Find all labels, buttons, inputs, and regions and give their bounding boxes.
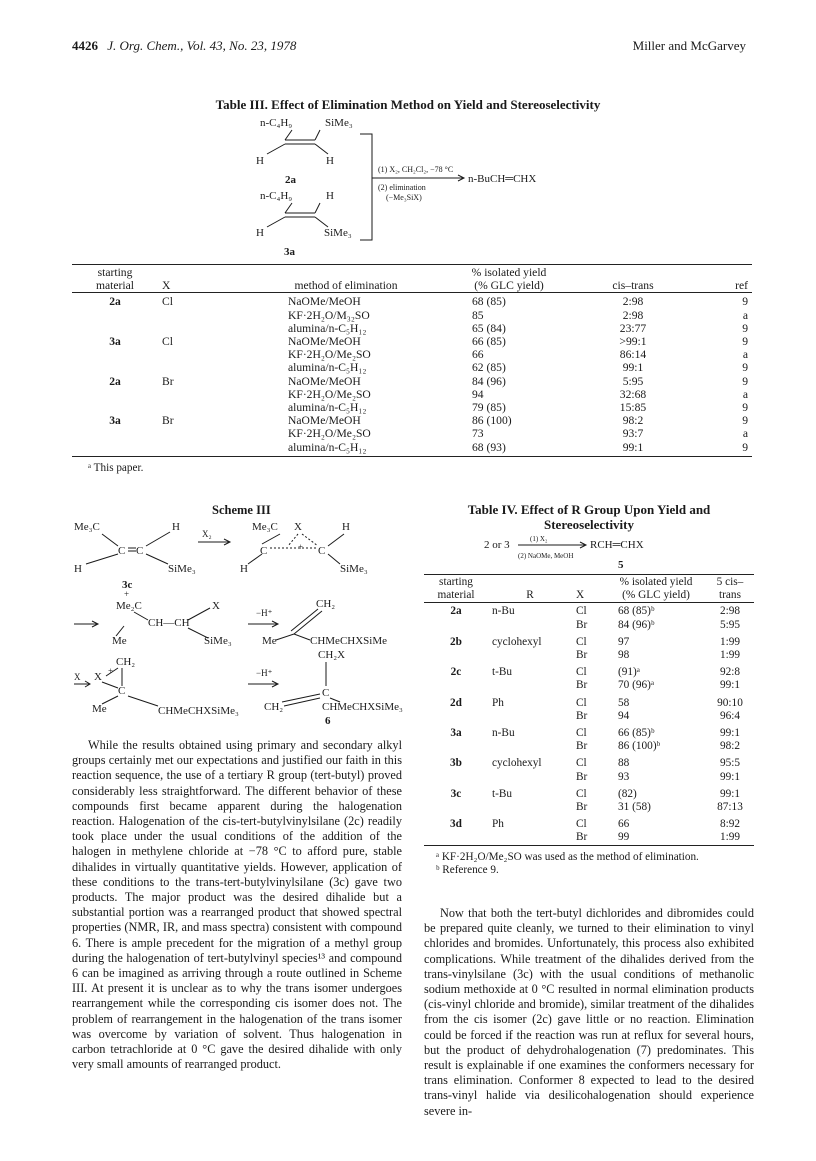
table3-reaction-scheme [240, 112, 580, 260]
table4-cell-x: Cl [576, 696, 587, 709]
scheme-condition-3: (−Me₃SiX) [386, 193, 422, 202]
table4-cell-r [488, 771, 572, 784]
table3-cell-method: NaOMe/MeOH [288, 335, 361, 349]
table4-cell-sm [424, 710, 488, 723]
table4-cell-ct: 99:1 [719, 679, 741, 692]
table3-cell-x [158, 388, 248, 401]
table4-header-yield: % isolated yield (% GLC yield) [619, 576, 693, 602]
running-header-left [72, 38, 296, 54]
t4-cond2: (2) NaOMe, MeOH [518, 552, 574, 560]
table3-cell-x [158, 322, 248, 335]
table4-cell-x: Cl [576, 666, 587, 679]
left-paragraph-1: While the results obtained using primary and secondary alkyl groups certainly met our expectations and justified our faith in this reaction sequence, the use of a tertiary R group (tert-butyl) proved considerably less straightforward. The different behavior of these compounds first became apparent during the halogenation reaction. Halogenation of the cis-tert-butylvinylsilane (2c) readily took place under the usual conditions of the addition of the halogen in methylene chloride at −78 °C to afford pure, stable dihalides in virtually quantitative yields. However, application of these conditions to the trans-tert-butylvinylsilane (3c) gave two products. The major product was the desired dihalide but a substantial portion was a rearranged product that showed spectral properties (NMR, IR, and mass spectra) consistent with compound 6. There is ample precedent for the migration of a methyl group during the halogenation of tert-butylvinyl species¹³ and compound 6 can be imagined as arriving through a route outlined in Scheme III. At present it is unclear as to why the trans isomer undergoes rearrangement while the corresponding cis isomer does not. The problem of rearrangement in the halogenation of the trans isomer was overcome by variation of solvent. Thus halogenation in carbon tetrachloride at 0 °C gave the desired dihalide with only very small amounts of rearranged product. [72, 738, 402, 1072]
table3-cell-method: KF·2H₂O/M₃₂SO [288, 308, 370, 322]
table3-row [72, 401, 752, 414]
table3-cell-ct: 2:98 [622, 308, 644, 322]
table4-cell-ct: 96:4 [719, 709, 741, 722]
table3-cell-sm [72, 427, 158, 440]
table3-cell-yield: 86 (100) [472, 414, 512, 428]
table4-cell-yield: 70 (96)ᵃ [618, 679, 655, 692]
table4-footnote-a: ᵃ KF·2H₂O/Me₂SO was used as the method of elimination. [436, 851, 699, 863]
table4-cell-sm: 3a [450, 727, 462, 740]
table4-cell-ct: 99:1 [719, 770, 741, 783]
table4-cell-yield: 93 [618, 770, 630, 783]
s3-sime3-3: SiMe₃ [204, 635, 232, 647]
table3-header-row [72, 266, 752, 292]
table3-header-sm: starting material [96, 266, 134, 293]
journal-citation: J. Org. Chem., Vol. 43, No. 23, 1978 [107, 38, 297, 53]
table3 [72, 266, 752, 454]
table3-cell-yield: 85 [472, 308, 484, 322]
table3-header-yield: % isolated yield (% GLC yield) [471, 266, 547, 293]
table3-row [72, 295, 752, 308]
table3-cell-yield: 66 (85) [472, 335, 506, 349]
table4-row [424, 619, 754, 632]
table3-cell-sm [72, 309, 158, 322]
table3-cell-ref: 9 [742, 295, 748, 309]
table3-cell-sm: 3a [109, 335, 121, 349]
s3-x2: X₂ [202, 529, 212, 539]
table4-cell-sm: 2c [450, 666, 462, 679]
s3-c-2b: C [318, 545, 326, 557]
table4-cell-sm [424, 831, 488, 844]
table3-header-method: method of elimination [294, 279, 398, 293]
table3-row [72, 414, 752, 427]
table4-cell-yield: 31 (58) [618, 801, 651, 814]
table4-cell-sm [424, 771, 488, 784]
scheme-SiMe3-top: SiMe₃ [325, 117, 353, 129]
table4-title-line2: Stereoselectivity [544, 517, 634, 532]
s3-chmechxsime: CHMeCHXSiMe [310, 635, 388, 647]
table3-cell-method: alumina/n-C₅H₁₂ [288, 401, 367, 415]
scheme-nC4H9-top: n-C₄H₉ [260, 117, 293, 129]
table4-cell-x: Cl [576, 787, 587, 800]
table4-row [424, 662, 754, 679]
table4-cell-yield: 88 [618, 757, 630, 770]
table4-cell-ct: 95:5 [719, 757, 741, 770]
table3-cell-ct: 93:7 [622, 427, 644, 441]
table3-cell-method: KF·2H₂O/Me₂SO [288, 427, 371, 441]
table3-cell-ref: a [742, 387, 748, 401]
table4-cell-x: Br [576, 740, 588, 753]
left-column-text [72, 738, 402, 1072]
s3-sime3-2: SiMe₃ [340, 563, 368, 575]
table4-cell-yield: 97 [618, 635, 630, 648]
table4-cell-r: n-Bu [492, 727, 515, 740]
table4-cell-yield: 66 [618, 818, 630, 831]
table4-cell-r [488, 710, 572, 723]
table3-cell-ref: a [742, 348, 748, 362]
table3-cell-ct: >99:1 [619, 335, 647, 349]
table4-cell-sm [424, 801, 488, 814]
table4-cell-sm: 2d [450, 696, 462, 709]
table4-row [424, 649, 754, 662]
table3-title: Table III. Effect of Elimination Method on Yield and Stereoselectivity [215, 97, 601, 112]
s3-ch2x: CH₂X [318, 649, 346, 661]
table3-cell-sm: 2a [109, 374, 121, 388]
right-column-text [424, 906, 754, 1119]
table3-cell-ref: 9 [742, 374, 748, 388]
table3-header-x: X [162, 279, 171, 293]
table3-row [72, 348, 752, 361]
table3-header-ref: ref [735, 279, 748, 293]
table4-cell-yield: (91)ᵃ [618, 666, 640, 679]
table3-cell-ref: 9 [742, 440, 748, 454]
table4-cell-r: cyclohexyl [492, 635, 542, 648]
page-number: 4426 [72, 38, 98, 53]
table4-row [424, 740, 754, 753]
table4-cell-ct: 1:99 [719, 649, 741, 662]
table3-cell-x [158, 427, 248, 440]
table3-cell-x: Cl [162, 335, 173, 349]
table4-cell-x: Cl [576, 757, 587, 770]
s3-me-2: Me [262, 635, 277, 647]
s3-me3c-2: Me₃C [252, 521, 278, 533]
table3-footnote: ᵃ This paper. [88, 462, 144, 474]
table4-cell-r [488, 801, 572, 814]
table4-cell-ct: 99:1 [719, 727, 741, 740]
s3-ch-ch: CH—CH [148, 617, 190, 629]
table3-cell-ref: 9 [742, 361, 748, 375]
scheme-condition-2: (2) elimination [378, 183, 426, 192]
s3-chmechxsime3-1: CHMeCHXSiMe₃ [158, 705, 239, 717]
t4-cond1: (1) X₂ [530, 535, 548, 543]
table3-bottom-rule [72, 456, 752, 457]
table3-cell-method: NaOMe/MeOH [288, 414, 361, 428]
table4-header-sm: starting material [437, 576, 475, 602]
table3-cell-ct: 23:77 [619, 321, 647, 335]
table3-cell-ref: a [742, 427, 748, 441]
s3-minus-h-1: −H⁺ [256, 608, 273, 618]
table3-cell-method: alumina/n-C₅H₁₂ [288, 321, 367, 335]
table4-row [424, 605, 754, 618]
table4-row [424, 753, 754, 770]
table4-footnotes [436, 851, 754, 877]
table3-cell-sm: 2a [109, 295, 121, 309]
s3-me-1: Me [112, 635, 127, 647]
table3-row [72, 309, 752, 322]
scheme-condition-1: (1) X₂, CH₂Cl₂, −78 °C [378, 165, 454, 174]
table4-cell-r: t-Bu [492, 666, 513, 679]
table4-cell-x: Cl [576, 818, 587, 831]
compound-label-3c: 3c [122, 579, 133, 591]
table4-cell-r [488, 831, 572, 844]
table4-cell-yield: (82) [618, 787, 637, 800]
table3-cell-x [158, 401, 248, 414]
table4-cell-r [488, 740, 572, 753]
table4-cell-ct: 99:1 [719, 787, 741, 800]
table4-bottom-rule [424, 845, 754, 846]
table4-cell-ct: 8:92 [719, 818, 741, 831]
s3-c-4: C [322, 687, 330, 699]
s3-sime3-1: SiMe₃ [168, 563, 196, 575]
s3-h-2: H [74, 563, 82, 575]
table3-cell-ct: 5:95 [622, 374, 644, 388]
running-header-authors: Miller and McGarvey [632, 38, 746, 53]
table4-header-x: X [576, 589, 585, 602]
table4-row [424, 814, 754, 831]
t4-reactant: 2 or 3 [484, 539, 510, 551]
table3-cell-method: KF·2H₂O/Me₂SO [288, 387, 371, 401]
table4-row [424, 771, 754, 784]
table4-cell-x: Cl [576, 605, 587, 618]
table3-header-cistrans: cis–trans [612, 279, 654, 293]
table4-cell-yield: 94 [618, 709, 630, 722]
table3-row [72, 335, 752, 348]
table4-cell-ct: 1:99 [719, 635, 741, 648]
s3-c-2a: C [260, 545, 268, 557]
table3-cell-yield: 66 [472, 348, 484, 362]
table3-row [72, 441, 752, 454]
table3-cell-yield: 65 (84) [472, 321, 506, 335]
table3-top-rule [72, 264, 752, 265]
table3-cell-ct: 99:1 [622, 440, 644, 454]
table3-cell-sm [72, 388, 158, 401]
scheme-H-top-right: H [326, 155, 334, 167]
table3-cell-x: Br [162, 374, 174, 388]
compound-label-5: 5 [618, 559, 624, 571]
s3-x-1: X [294, 521, 302, 533]
s3-plus-1: + [298, 542, 304, 552]
table4-cell-x: Br [576, 649, 588, 662]
table4-row [424, 710, 754, 723]
table3-cell-yield: 68 (93) [472, 440, 506, 454]
table4-title [424, 502, 754, 532]
table4-cell-ct: 5:95 [719, 618, 741, 631]
table3-cell-yield: 68 (85) [472, 295, 506, 309]
table3-cell-x [158, 309, 248, 322]
table3-row [72, 375, 752, 388]
table4-cell-r: cyclohexyl [492, 757, 542, 770]
table3-cell-method: alumina/n-C₅H₁₂ [288, 440, 367, 454]
table4-cell-yield: 84 (96)ᵇ [618, 618, 655, 631]
table3-row [72, 322, 752, 335]
table3-row [72, 427, 752, 440]
table4-cell-sm: 3c [450, 787, 462, 800]
scheme3-diagram [72, 516, 410, 726]
table3-cell-yield: 94 [472, 387, 484, 401]
table4-cell-r: n-Bu [492, 605, 515, 618]
scheme-product: n-BuCH═CHX [468, 173, 537, 185]
table3-cell-method: KF·2H₂O/Me₂SO [288, 348, 371, 362]
scheme-SiMe3-bottom: SiMe₃ [324, 227, 352, 239]
table3-cell-sm [72, 348, 158, 361]
s3-me3c-1: Me₃C [74, 521, 100, 533]
s3-x-3: X [74, 672, 81, 682]
s3-h-3: H [342, 521, 350, 533]
table4-cell-x: Br [576, 770, 588, 783]
s3-h-1: H [172, 521, 180, 533]
table4-footnote-b: ᵇ Reference 9. [436, 864, 499, 876]
table4-title-line1: Table IV. Effect of R Group Upon Yield and [467, 502, 711, 517]
table4-cell-sm: 2a [450, 605, 462, 618]
table3-cell-ct: 32:68 [619, 387, 647, 401]
s3-c-3: C [118, 685, 126, 697]
table3-cell-ref: 9 [742, 414, 748, 428]
table4-cell-yield: 68 (85)ᵇ [618, 605, 655, 618]
table4-cell-sm [424, 649, 488, 662]
table3-row [72, 388, 752, 401]
table3-cell-ct: 86:14 [619, 348, 647, 362]
s3-chmechxsime3-2: CHMeCHXSiMe₃ [322, 701, 403, 713]
s3-me2c: Me₂C [116, 600, 142, 612]
table3-cell-x: Br [162, 414, 174, 428]
table3-cell-method: NaOMe/MeOH [288, 295, 361, 309]
table4-header-ct: 5 cis– trans [716, 576, 744, 602]
table4-cell-ct: 90:10 [717, 696, 743, 709]
table4-cell-r: Ph [492, 818, 504, 831]
table4-cell-x: Cl [576, 727, 587, 740]
table4-cell-x: Br [576, 801, 588, 814]
scheme-H-top-left: H [256, 155, 264, 167]
table3-cell-x [158, 348, 248, 361]
table4-cell-r [488, 679, 572, 692]
table4-row [424, 801, 754, 814]
scheme-H-bottom-left: H [256, 227, 264, 239]
t4-product: RCH═CHX [590, 539, 644, 551]
table4-row [424, 784, 754, 801]
s3-h-4: H [240, 563, 248, 575]
table4-row [424, 723, 754, 740]
table4-cell-ct: 1:99 [719, 831, 741, 844]
table3-cell-x: Cl [162, 295, 173, 309]
table4-cell-yield: 58 [618, 696, 630, 709]
table4-row [424, 679, 754, 692]
compound-label-3a: 3a [284, 246, 295, 258]
s3-me-3: Me [92, 703, 107, 715]
table4-cell-yield: 86 (100)ᵇ [618, 740, 661, 753]
table4-cell-r [488, 619, 572, 632]
table3-cell-ct: 15:85 [619, 401, 647, 415]
table4-cell-x: Cl [576, 635, 587, 648]
compound-label-2a: 2a [285, 174, 296, 186]
s3-ch2-3: CH₂ [264, 701, 284, 713]
table4-header-r: R [526, 589, 534, 602]
table4-cell-sm [424, 740, 488, 753]
table4-cell-ct: 98:2 [719, 740, 741, 753]
table3-cell-sm [72, 441, 158, 454]
table4-cell-yield: 66 (85)ᵇ [618, 727, 655, 740]
scheme-nC4H9-bottom: n-C₄H₉ [260, 190, 293, 202]
table4-row [424, 632, 754, 649]
table4-reaction-scheme [478, 532, 698, 572]
table4-cell-yield: 99 [618, 831, 630, 844]
table4-cell-ct: 2:98 [719, 605, 741, 618]
scheme3-title: Scheme III [212, 503, 271, 517]
s3-c-1a: C [118, 545, 126, 557]
table3-cell-yield: 73 [472, 427, 484, 441]
table3-cell-yield: 79 (85) [472, 401, 506, 415]
table3-cell-ref: 9 [742, 335, 748, 349]
table3-cell-ref: 9 [742, 321, 748, 335]
table4-cell-x: Br [576, 618, 588, 631]
scheme-H-bottom-right: H [326, 190, 334, 202]
table4-cell-x: Br [576, 679, 588, 692]
table3-cell-sm: 3a [109, 414, 121, 428]
table4-cell-r: Ph [492, 696, 504, 709]
table4-top-rule [424, 574, 754, 575]
s3-ch2-1: CH₂ [316, 598, 336, 610]
table4-cell-x: Br [576, 709, 588, 722]
table4-row [424, 831, 754, 844]
table3-cell-method: NaOMe/MeOH [288, 374, 361, 388]
table4-cell-ct: 87:13 [717, 801, 743, 814]
table3-cell-method: alumina/n-C₅H₁₂ [288, 361, 367, 375]
table4-body [424, 605, 754, 844]
table4-cell-ct: 92:8 [719, 666, 741, 679]
table4-cell-r [488, 649, 572, 662]
table4-cell-r: t-Bu [492, 787, 513, 800]
table3-cell-ct: 99:1 [622, 361, 644, 375]
right-paragraph-1: Now that both the tert-butyl dichlorides and dibromides could be prepared quite cleanly, we turned to their elimination to vinyl chlorides and bromides. Unfortunately, this process also exhibited complications. While treatment of the dihalides derived from the trans-vinylsilane (3c) with the usual conditions of methanolic sodium methoxide at 0 °C resulted in normal elimination products (cis-vinyl chloride and bromide), similar treatment of the dihalides from the cis isomer (2c) gave little or no reaction. Elimination could be forced if the reaction was run at reflux for several hours, but the product of dehydrohalogenation (7) predominates. This result is explainable if one examines the conformers necessary for trans elimination. Conformer 8 expected to lead to the desired trans-vinyl halide via desilicohalogenation should experience severe in- [424, 906, 754, 1118]
table3-row [72, 361, 752, 374]
table3-cell-sm [72, 322, 158, 335]
table3-cell-yield: 84 (96) [472, 374, 506, 388]
table4-cell-sm: 3d [450, 818, 462, 831]
table4-cell-sm [424, 679, 488, 692]
table4-cell-yield: 98 [618, 649, 630, 662]
table3-cell-x [158, 441, 248, 454]
table3-cell-sm [72, 401, 158, 414]
s3-x-2: X [212, 600, 220, 612]
s3-ch2-2: CH₂ [116, 656, 136, 668]
table3-cell-ref: a [742, 308, 748, 322]
s3-plus-3: + [108, 666, 114, 676]
table4-cell-x: Br [576, 831, 588, 844]
s3-c-1b: C [136, 545, 144, 557]
table3-cell-yield: 62 (85) [472, 361, 506, 375]
table4-row [424, 693, 754, 710]
table4-cell-sm: 2b [450, 635, 462, 648]
table3-cell-ct: 98:2 [622, 414, 644, 428]
table4-cell-sm: 3b [450, 757, 462, 770]
s3-x-4: X [94, 671, 102, 683]
table3-cell-x [158, 361, 248, 374]
table4-cell-sm [424, 619, 488, 632]
table3-cell-sm [72, 361, 158, 374]
table4 [424, 576, 754, 845]
compound-label-6: 6 [325, 715, 331, 726]
table3-cell-ct: 2:98 [622, 295, 644, 309]
table3-cell-ref: 9 [742, 401, 748, 415]
s3-plus-2: + [124, 589, 130, 599]
table3-body [72, 295, 752, 453]
table4-header-row [424, 576, 754, 602]
s3-minus-h-2: −H⁺ [256, 668, 273, 678]
